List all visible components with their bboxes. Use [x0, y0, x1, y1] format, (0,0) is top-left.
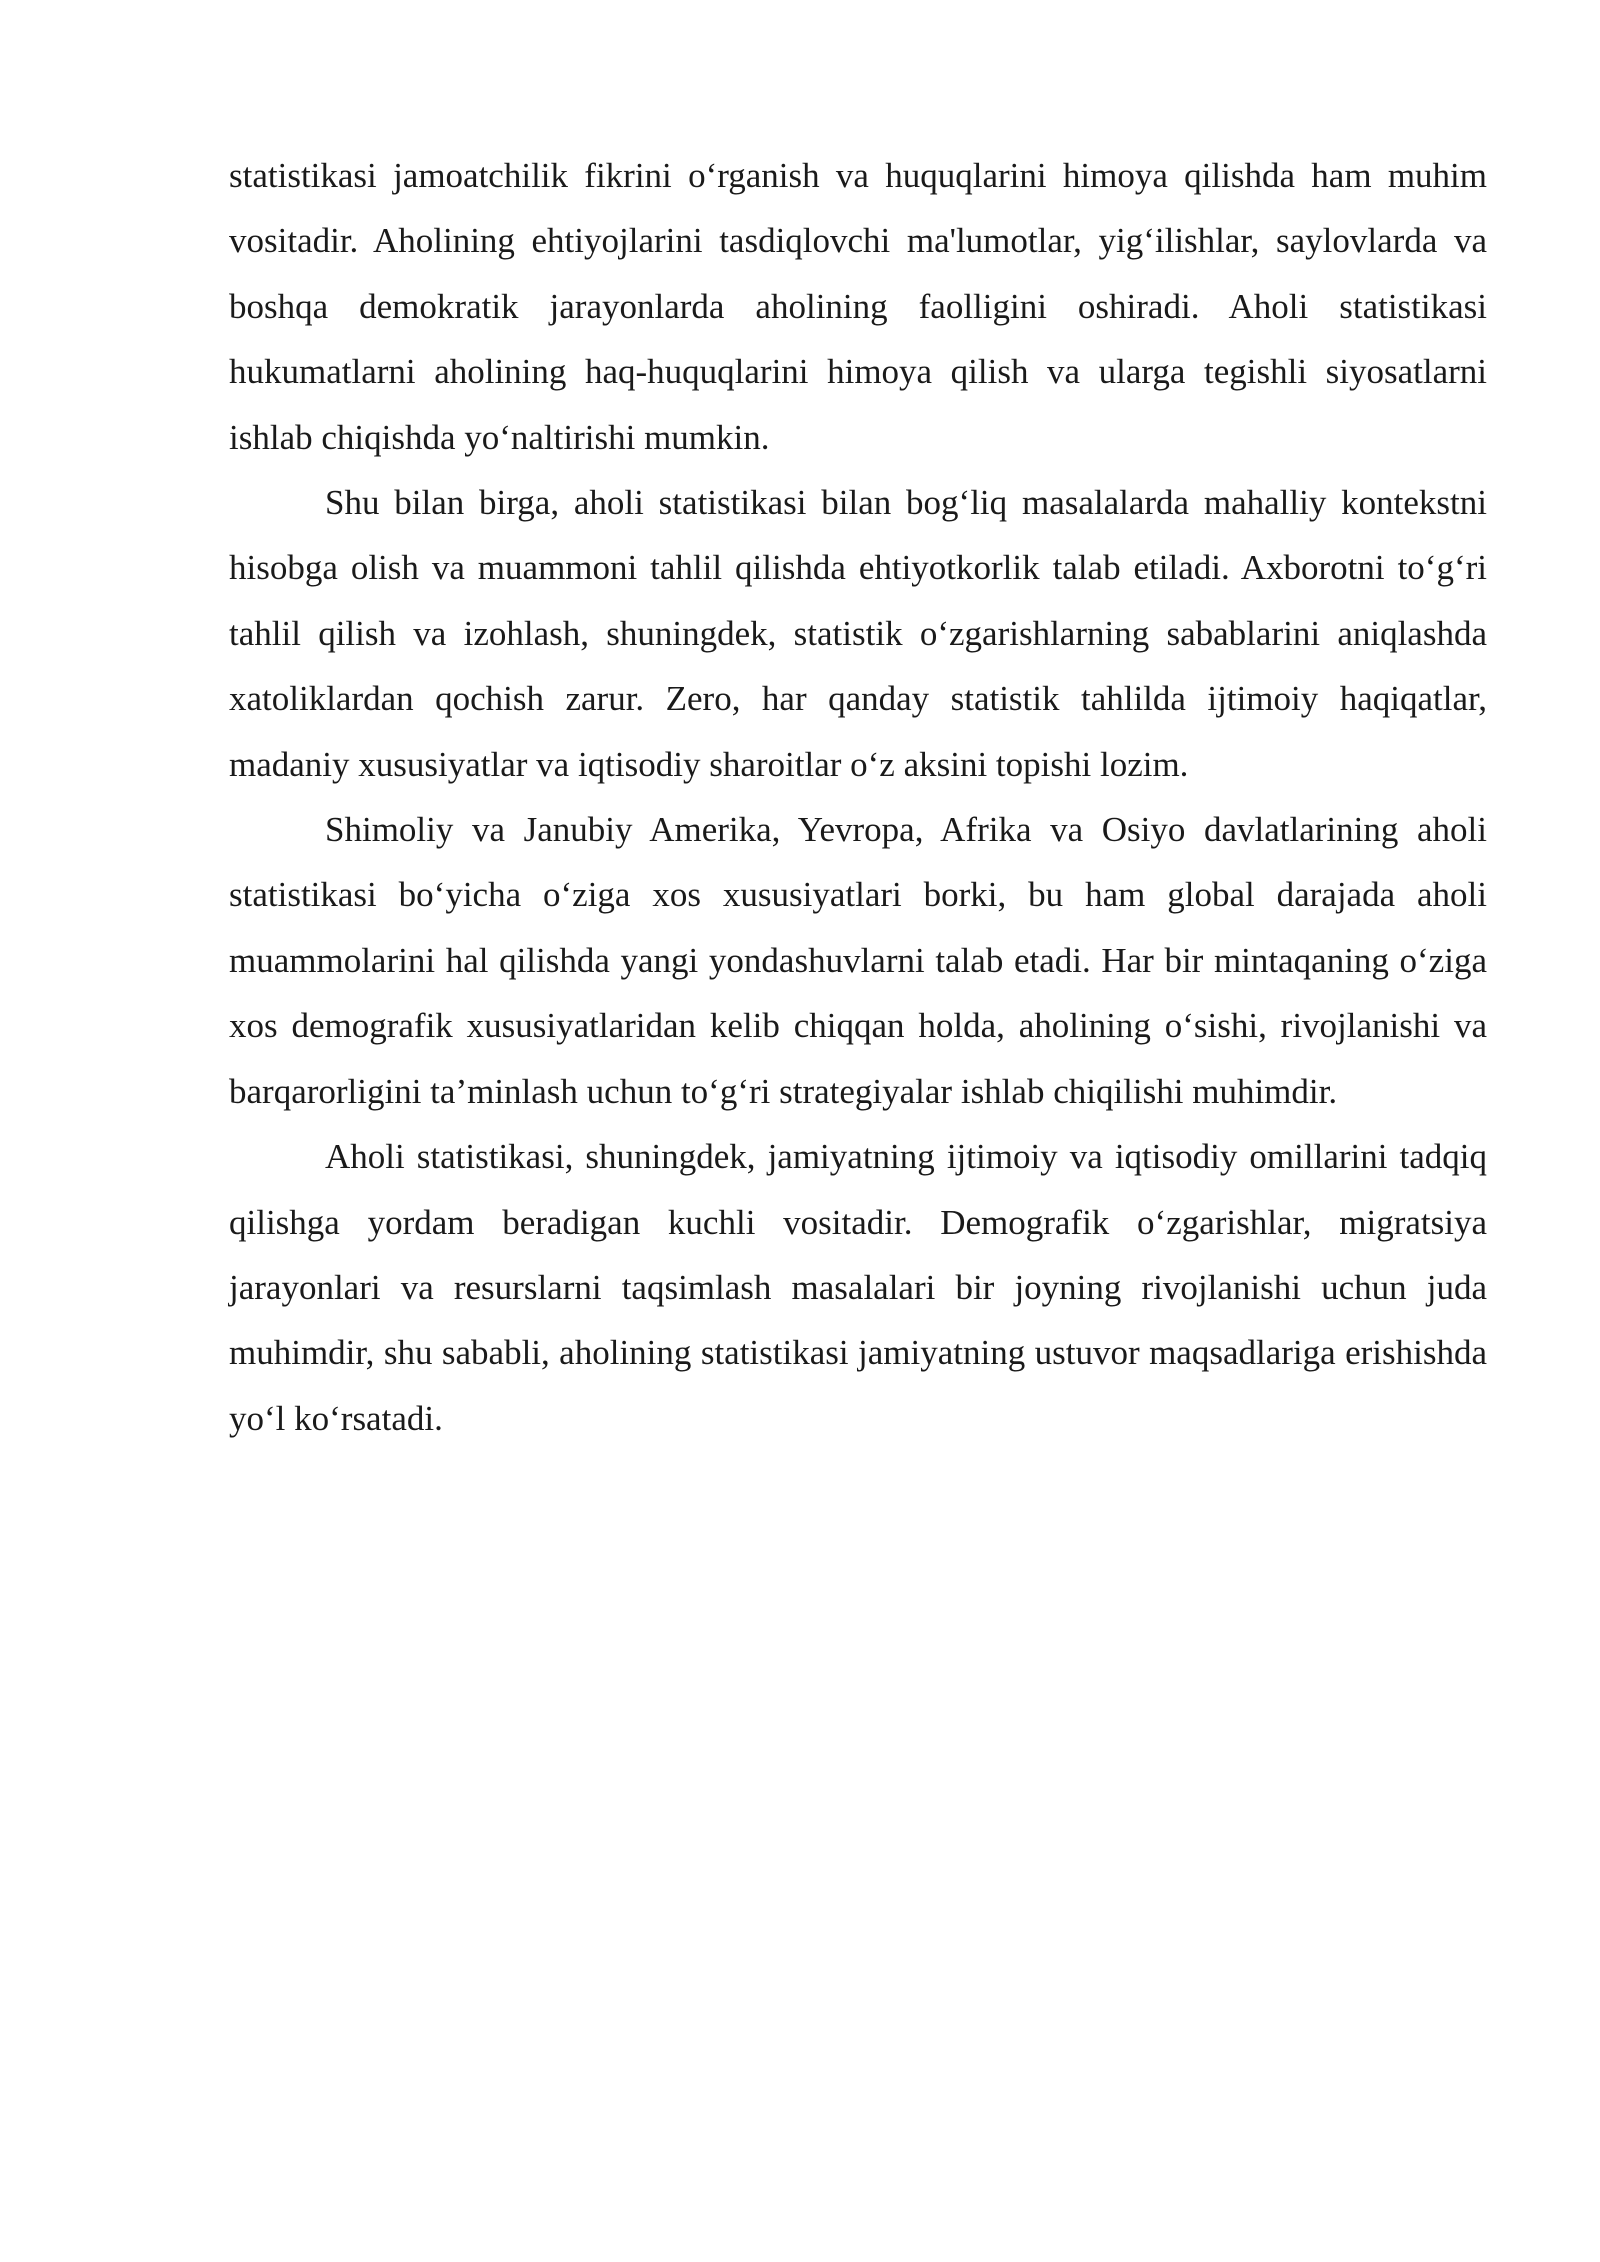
paragraph: Shu bilan birga, aholi statistikasi bilan bog‘liq masalalarda mahalliy kontekstni hisobga olish va muammoni tahlil qilishda ehtiyotkorlik talab etiladi. Axborotni to‘g‘ri tahlil qilish va izohlash, shuningdek, statistik o‘zgarishlarning sabablarini aniqlashda xatoliklardan qochish zarur. Zero, har qanday statistik tahlilda ijtimoiy haqiqatlar, madaniy xususiyatlar va iqtisodiy sharoitlar o‘z aksini topishi lozim.	[229, 483, 1487, 784]
body-text	[229, 143, 1487, 1451]
paragraph: Aholi statistikasi, shuningdek, jamiyatning ijtimoiy va iqtisodiy omillarini tadqiq qilishga yordam beradigan kuchli vositadir. Demografik o‘zgarishlar, migratsiya jarayonlari va resurslarni taqsimlash masalalari bir joyning rivojlanishi uchun juda muhimdir, shu sababli, aholining statistikasi jamiyatning ustuvor maqsadlariga erishishda yo‘l ko‘rsatadi.	[229, 1137, 1487, 1438]
paragraph-continuation: statistikasi jamoatchilik fikrini o‘rganish va huquqlarini himoya qilishda ham muhim vositadir. Aholining ehtiyojlarini tasdiqlovchi ma'lumotlar, yig‘ilishlar, saylovlarda va boshqa demokratik jarayonlarda aholining faolligini oshiradi. Aholi statistikasi hukumatlarni aholining haq-huquqlarini himoya qilish va ularga tegishli siyosatlarni ishlab chiqishda yo‘naltirishi mumkin.	[229, 156, 1487, 457]
paragraph: Shimoliy va Janubiy Amerika, Yevropa, Afrika va Osiyo davlatlarining aholi statistikasi bo‘yicha o‘ziga xos xususiyatlari borki, bu ham global darajada aholi muammolarini hal qilishda yangi yondashuvlarni talab etadi. Har bir mintaqaning o‘ziga xos demografik xususiyatlaridan kelib chiqqan holda, aholining o‘sishi, rivojlanishi va barqarorligini ta’minlash uchun to‘g‘ri strategiyalar ishlab chiqilishi muhimdir.	[229, 810, 1487, 1111]
